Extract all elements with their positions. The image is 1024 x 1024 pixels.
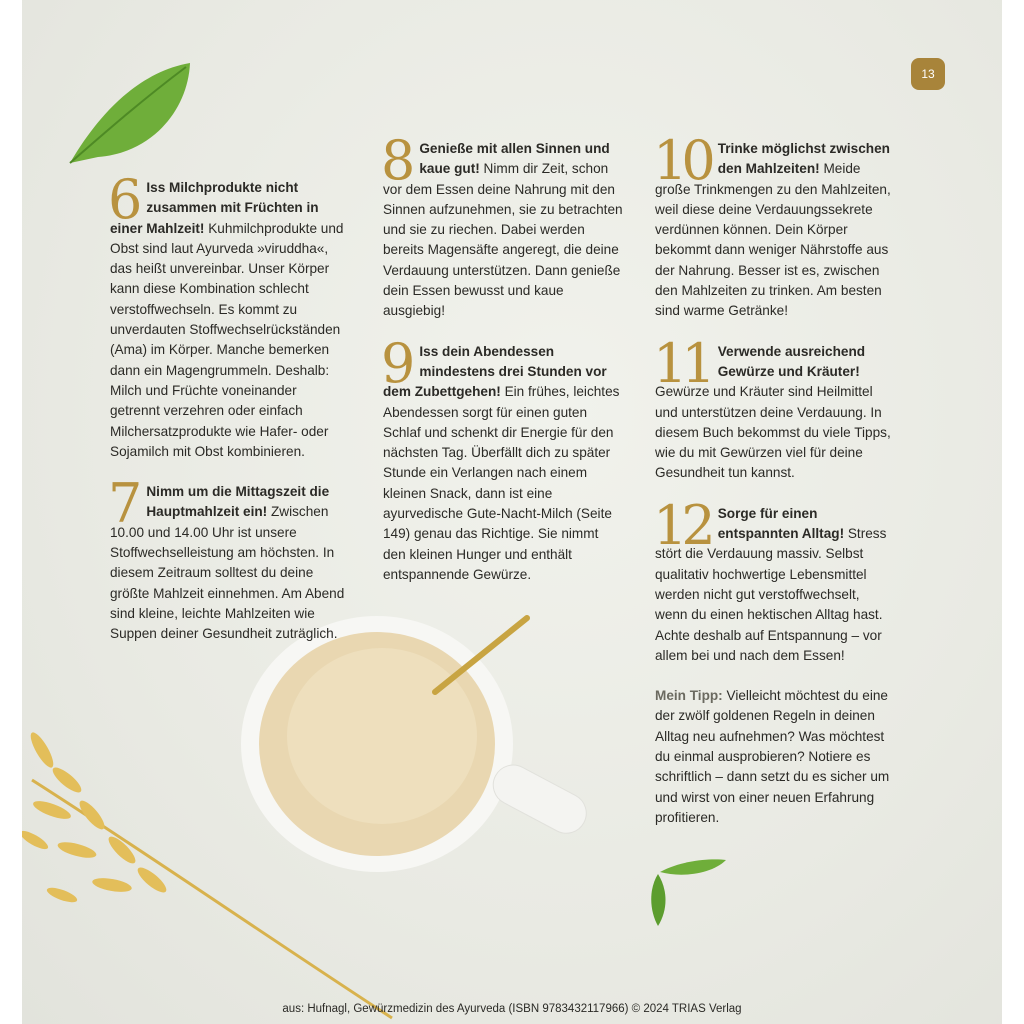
tip-lead: Iss dein Abendessen mindestens drei Stunden vor dem Zubettgehen! — [383, 343, 607, 400]
oat-stalk-icon — [22, 720, 402, 1020]
book-page — [22, 0, 1002, 1024]
tip-number: 9 — [381, 331, 416, 395]
tip-text — [381, 331, 623, 586]
tip-lead: Verwende ausreichend Gewürze und Kräuter! — [717, 343, 866, 379]
tip-text — [108, 472, 350, 644]
mein-tipp-text — [655, 686, 895, 828]
sprout-icon — [642, 850, 732, 930]
tip-lead: Sorge für einen entspannten Alltag! — [717, 505, 845, 542]
tip-8 — [381, 129, 623, 322]
column-right — [653, 129, 895, 848]
tip-9 — [381, 331, 623, 586]
basil-leaf-icon — [62, 55, 202, 170]
mein-tipp — [655, 686, 895, 828]
mein-tipp-label: Mein Tipp: — [655, 688, 723, 704]
tip-number: 7 — [108, 472, 143, 536]
tip-lead: Trinke möglichst zwischen den Mahlzeiten! — [717, 141, 890, 177]
tip-body: Meide große Trinkmengen zu den Mahlzeiten, weil diese deine Verdauungssekrete verdünnen können. Dein Körper bekommt dann weniger Nährstoffe aus der Nahrung. Besser ist es, zwischen den Mahlzeiten zu trinken. Am besten sind warme Getränke! — [655, 161, 891, 319]
source-footer: aus: Hufnagl, Gewürzmedizin des Ayurveda (ISBN 9783432117966) © 2024 TRIAS Verlag — [282, 1003, 742, 1015]
tip-number: 10 — [653, 129, 710, 192]
tip-6 — [108, 168, 350, 462]
tip-body: Zwischen 10.00 und 14.00 Uhr ist unsere Stoffwechselleistung am höchsten. In diesem Zeitraum solltest du deine größte Mahlzeit einnehmen. Am Abend sind kleine, leichte Mahlzeiten wie Suppen deiner Gesundheit zuträglich. — [110, 504, 345, 642]
tip-10 — [653, 129, 895, 322]
tip-number: 12 — [653, 493, 710, 557]
tip-lead: Nimm um die Mittagszeit die Hauptmahlzeit ein! — [146, 484, 330, 520]
tip-12 — [653, 493, 895, 666]
tip-body: Nimm dir Zeit, schon vor dem Essen deine Nahrung mit den Sinnen aufzunehmen, sie zu betrachten und sie zu riechen. Dabei werden bereits Magensäfte angeregt, die deine Verdauung unterstützen. Dann genieße dein Essen bewusst und kaue ausgiebig! — [383, 161, 623, 319]
tip-7 — [108, 472, 350, 644]
tip-body: Kuhmilchprodukte und Obst sind laut Ayurveda »viruddha«, das heißt unvereinbar. Unser Körper kann diese Kombination schlecht verstoffwechseln. Es kommt zu unverdauten Stoffwechselrückständen (Ama) im Körper. Manche bemerken dann ein Magengrummeln. Deshalb: Milch und Früchte voneinander getrennt verzehren oder einfach Milchersatzprodukte wie Hafer- oder Sojamilch mit Obst kombinieren. — [110, 220, 344, 459]
tip-body: Stress stört die Verdauung massiv. Selbst qualitativ hochwertige Lebensmittel werden nicht gut verstoffwechselt, wenn du einen hektischen Alltag hast. Achte deshalb auf Entspannung – vor allem bei und nach dem Essen! — [655, 526, 887, 663]
column-middle — [381, 129, 623, 605]
tip-body: Ein frühes, leichtes Abendessen sorgt für einen guten Schlaf und schenkt dir Energie für den nächsten Tag. Überfällt dich zu später Stunde ein Verlangen nach einem kleinen Snack, dann ist eine ayurvedische Gute-Nacht-Milch (Seite 149) genau das Richtige. Sie nimmt den kleinen Hunger und enthält entspannende Gewürze. — [383, 384, 620, 582]
tip-lead: Genieße mit allen Sinnen und kaue gut! — [419, 141, 610, 177]
tip-body: Gewürze und Kräuter sind Heilmittel und unterstützen deine Verdauung. In diesem Buch bekommst du viele Tipps, wie du mit Gewürzen viel für deine Gesundheit tun kannst. — [655, 384, 891, 481]
tip-text — [381, 129, 623, 322]
tip-number: 11 — [653, 331, 710, 395]
tip-lead: Iss Milchprodukte nicht zusammen mit Früchten in einer Mahlzeit! — [110, 180, 319, 236]
page-number-badge: 13 — [911, 58, 945, 90]
tip-11 — [653, 331, 895, 484]
column-left — [108, 168, 350, 665]
tip-number: 6 — [108, 168, 143, 231]
tip-text — [108, 168, 350, 462]
mein-tipp-body: Vielleicht möchtest du eine der zwölf goldenen Regeln in deinen Alltag neu aufnehmen? Was möchtest du einmal ausprobieren? Notiere es schriftlich – dann setzt du es sicher um und wirst von einer neuen Erfahrung profitieren. — [655, 688, 890, 825]
tip-number: 8 — [381, 129, 416, 192]
